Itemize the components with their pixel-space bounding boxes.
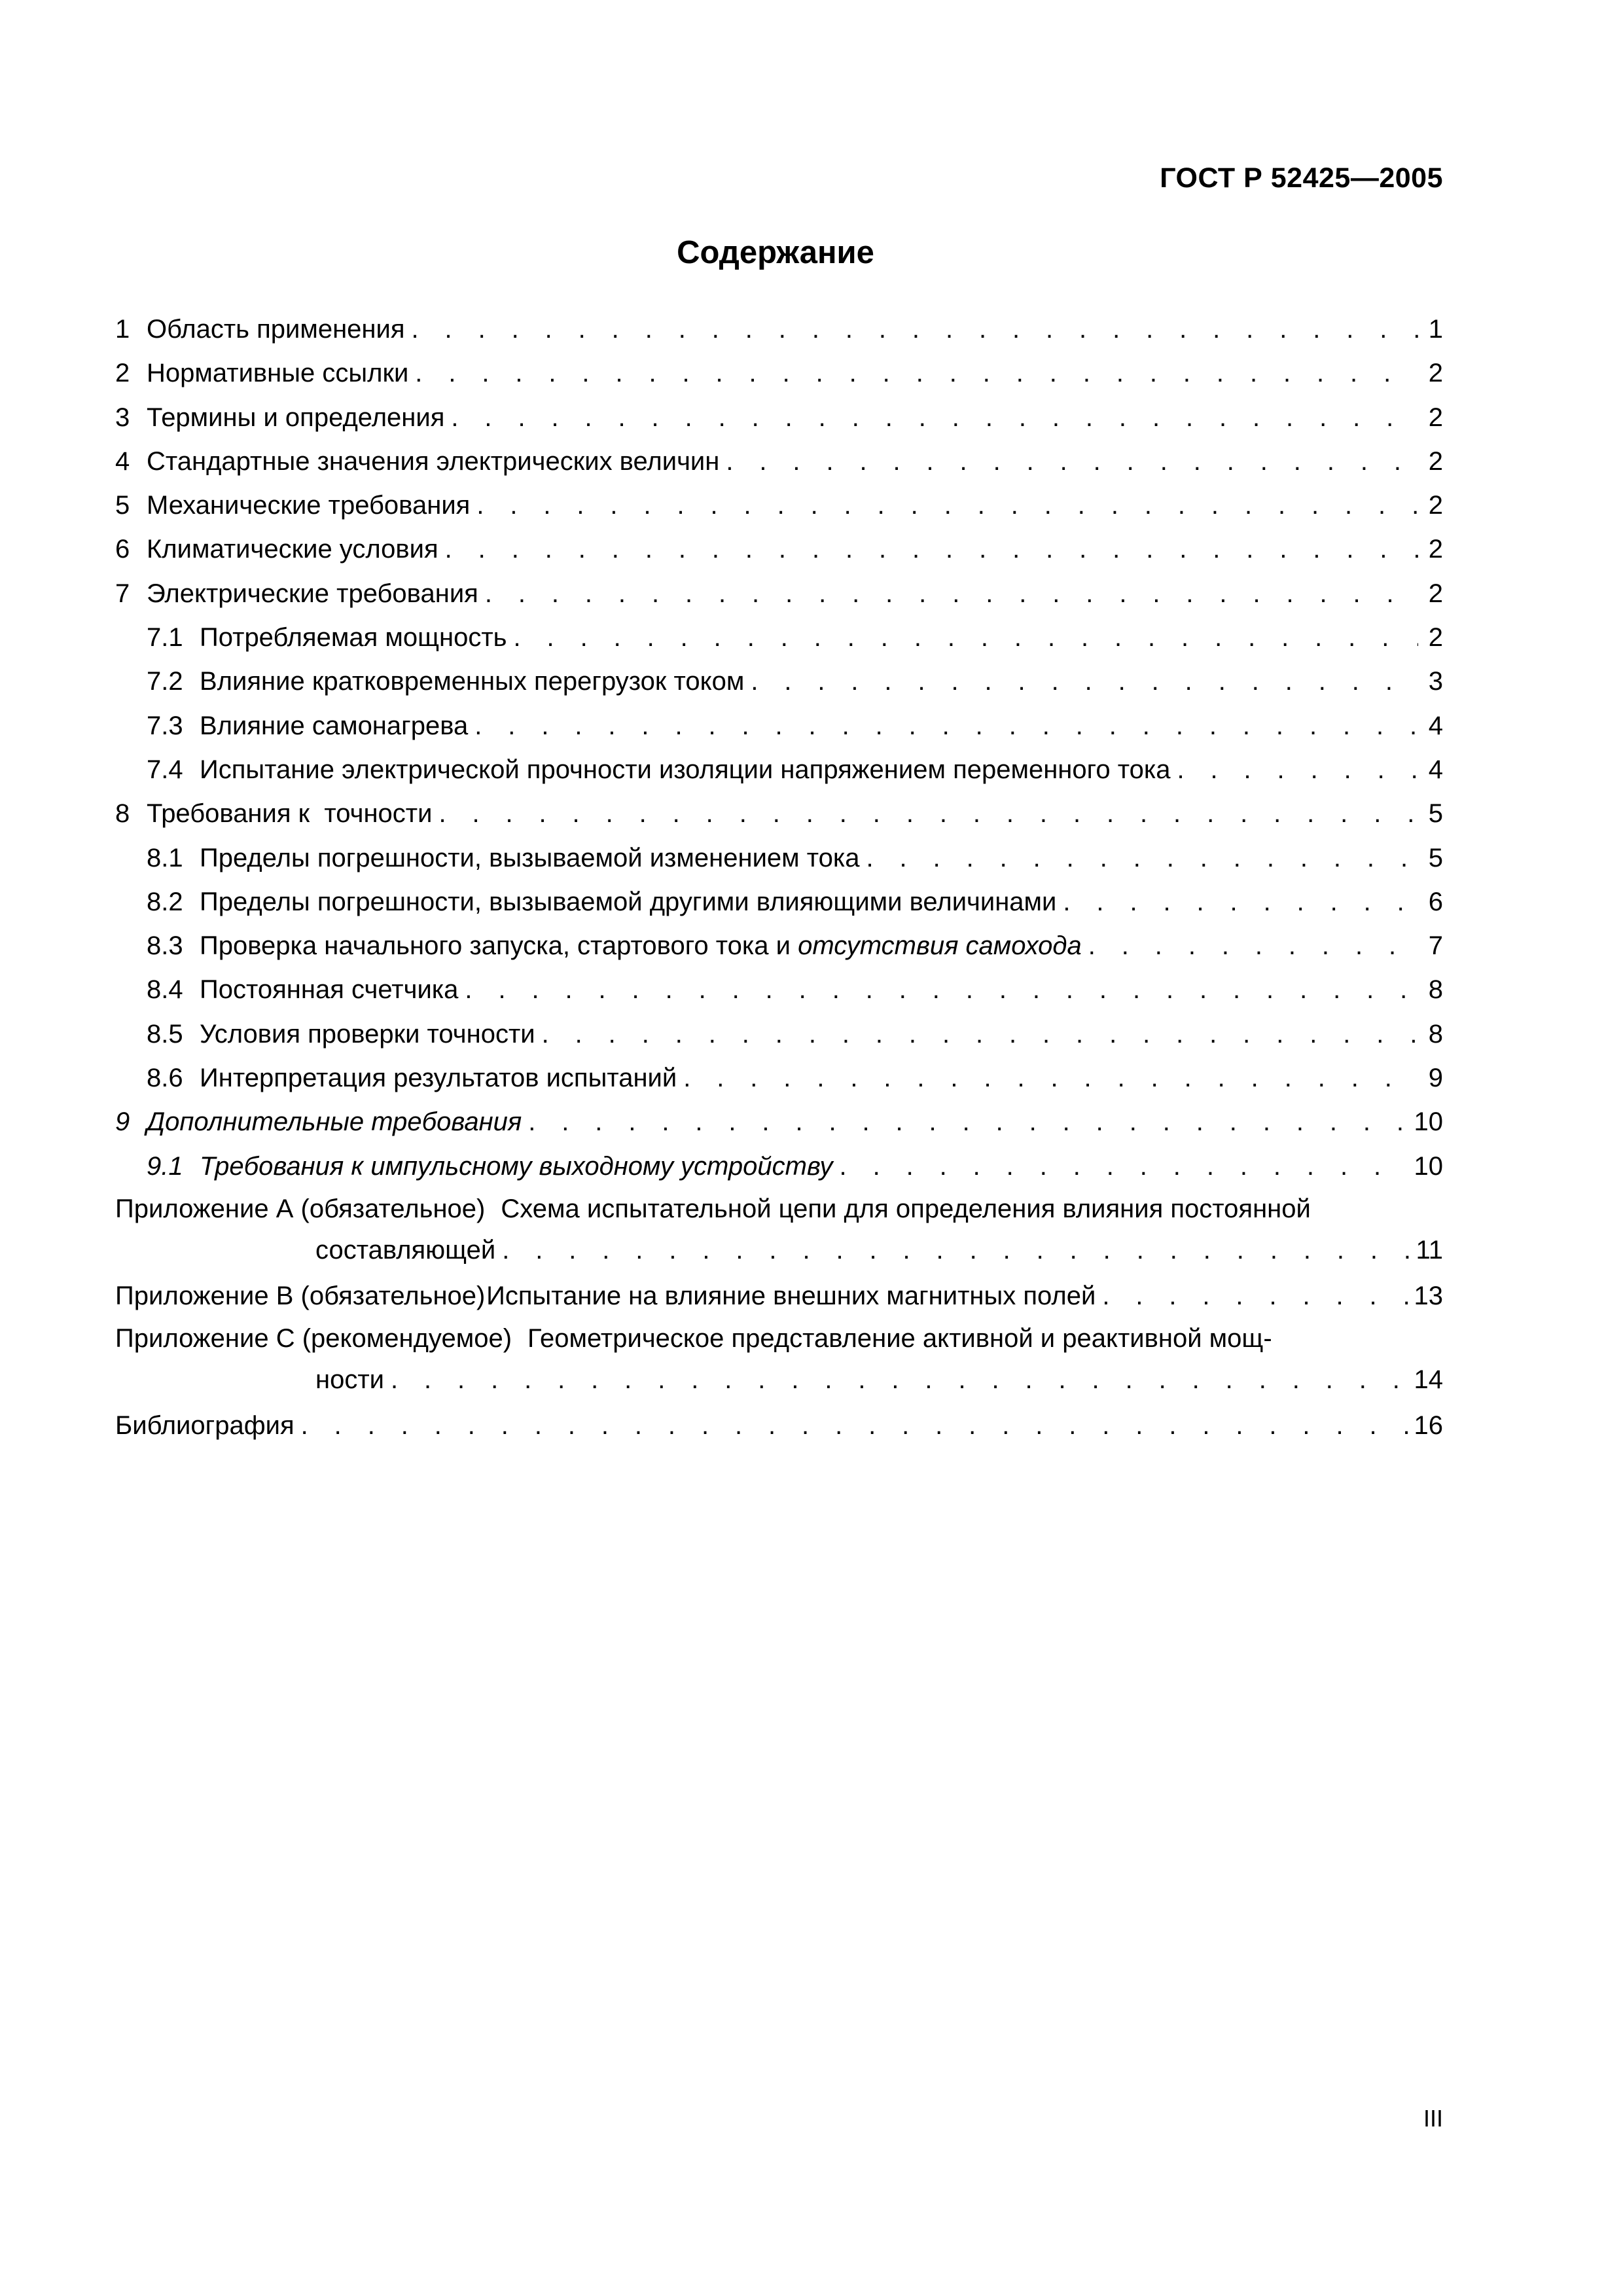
toc-item-label: Пределы погрешности, вызываемой изменением тока — [200, 843, 860, 872]
toc-item-8-3[interactable] — [115, 924, 1443, 968]
dot-leader — [542, 1013, 1418, 1056]
toc-item-page: 4 — [1428, 755, 1443, 784]
toc-item-label: Область применения — [147, 315, 405, 344]
dot-leader — [840, 1145, 1409, 1189]
document-code: ГОСТ Р 52425—2005 — [1160, 162, 1443, 194]
toc-item-number: 7 — [115, 579, 130, 608]
page-title: Содержание — [677, 235, 874, 270]
toc-item-page: 10 — [1414, 1107, 1443, 1137]
table-of-contents — [115, 308, 1443, 1448]
toc-appendix-b[interactable] — [115, 1274, 1443, 1318]
toc-item-number: 9 — [115, 1107, 130, 1137]
toc-item-7-4[interactable] — [115, 748, 1443, 792]
toc-item-label: Термины и определения — [147, 403, 445, 432]
toc-appendix-a[interactable] — [115, 1189, 1443, 1230]
toc-item-page: 2 — [1428, 579, 1443, 608]
toc-item-page: 3 — [1428, 667, 1443, 696]
toc-item-label-italic: отсутствия самохода — [798, 931, 1082, 961]
toc-item-page: 2 — [1428, 403, 1443, 432]
dot-leader — [474, 704, 1418, 748]
dot-leader — [866, 836, 1418, 880]
dot-leader — [438, 792, 1418, 836]
dot-leader — [391, 1359, 1409, 1400]
toc-item-8-1[interactable] — [115, 836, 1443, 880]
appendix-title-cont: ности — [315, 1365, 384, 1395]
toc-item-number: 8.2 — [147, 887, 183, 916]
toc-item-label: Пределы погрешности, вызываемой другими влияющими величинами — [200, 887, 1057, 916]
toc-item-number: 8.1 — [147, 843, 183, 872]
toc-item-number: 7.3 — [147, 711, 183, 740]
toc-item-page: 5 — [1428, 799, 1443, 829]
toc-item-number: 5 — [115, 491, 130, 520]
toc-item-7-2[interactable] — [115, 660, 1443, 704]
toc-item-9-1[interactable] — [115, 1145, 1443, 1189]
toc-item-number: 8.3 — [147, 931, 183, 961]
appendix-lead: Приложение С (рекомендуемое) — [115, 1324, 512, 1354]
toc-item-page: 13 — [1414, 1281, 1443, 1310]
dot-leader — [1102, 1274, 1408, 1318]
dot-leader — [465, 968, 1418, 1012]
dot-leader — [1063, 880, 1418, 924]
appendix-title: Схема испытательной цепи для определения влияния постоянной — [501, 1194, 1311, 1223]
toc-item-page: 16 — [1414, 1411, 1443, 1441]
toc-item-page: 2 — [1428, 535, 1443, 564]
toc-item-label: Библиография — [115, 1411, 294, 1441]
toc-item-label: Условия проверки точности — [200, 1019, 535, 1049]
toc-bibliography[interactable] — [115, 1404, 1443, 1448]
toc-item-label: Дополнительные требования — [147, 1107, 522, 1137]
toc-item-page: 8 — [1428, 975, 1443, 1005]
toc-item-number: 1 — [115, 315, 130, 344]
toc-item-page: 9 — [1428, 1064, 1443, 1093]
toc-item-3[interactable] — [115, 396, 1443, 440]
page-number: III — [1423, 2105, 1443, 2132]
dot-leader — [451, 396, 1418, 440]
toc-item-4[interactable] — [115, 440, 1443, 484]
toc-item-label: Влияние кратковременных перегрузок током — [200, 667, 745, 696]
toc-item-number: 8 — [115, 799, 130, 829]
dot-leader — [514, 616, 1418, 660]
toc-item-label: Потребляемая мощность — [200, 623, 507, 653]
toc-item-8-2[interactable] — [115, 880, 1443, 924]
toc-item-page: 1 — [1428, 315, 1443, 344]
toc-item-page: 10 — [1414, 1151, 1443, 1181]
dot-leader — [412, 308, 1418, 351]
appendix-lead: Приложение В (обязательное) — [115, 1281, 486, 1310]
dot-leader — [1088, 924, 1418, 968]
toc-item-page: 7 — [1428, 931, 1443, 961]
toc-item-page: 2 — [1428, 491, 1443, 520]
toc-item-number: 3 — [115, 403, 130, 432]
toc-item-page: 2 — [1428, 359, 1443, 388]
toc-item-7[interactable] — [115, 572, 1443, 616]
dot-leader — [528, 1100, 1408, 1144]
toc-item-8-5[interactable] — [115, 1013, 1443, 1056]
toc-item-7-1[interactable] — [115, 616, 1443, 660]
toc-item-label: Климатические условия — [147, 535, 438, 564]
toc-item-label: Испытание электрической прочности изоляции напряжением переменного тока — [200, 755, 1171, 784]
toc-item-8-6[interactable] — [115, 1056, 1443, 1100]
toc-item-8-4[interactable] — [115, 968, 1443, 1012]
toc-item-label: Требования к точности — [147, 799, 433, 829]
toc-item-number: 2 — [115, 359, 130, 388]
toc-item-number: 7.1 — [147, 623, 183, 653]
toc-item-number: 6 — [115, 535, 130, 564]
dot-leader — [301, 1404, 1409, 1448]
appendix-lead: Приложение А (обязательное) — [115, 1194, 486, 1223]
toc-item-number: 8.4 — [147, 975, 183, 1005]
dot-leader — [726, 440, 1418, 484]
toc-item-page: 2 — [1428, 623, 1443, 653]
toc-item-label: Нормативные ссылки — [147, 359, 409, 388]
toc-appendix-a-cont[interactable] — [115, 1230, 1443, 1274]
toc-item-7-3[interactable] — [115, 704, 1443, 748]
toc-item-number: 7.4 — [147, 755, 183, 784]
toc-item-page: 5 — [1428, 843, 1443, 872]
dot-leader — [415, 351, 1418, 395]
toc-item-label: Постоянная счетчика — [200, 975, 459, 1005]
toc-item-label: Интерпретация результатов испытаний — [200, 1064, 677, 1093]
dot-leader — [683, 1056, 1418, 1100]
appendix-title: Геометрическое представление активной и реактивной мощ- — [527, 1324, 1272, 1354]
toc-item-page: 14 — [1414, 1365, 1443, 1395]
toc-item-2[interactable] — [115, 351, 1443, 395]
dot-leader — [445, 528, 1418, 571]
dot-leader — [502, 1230, 1410, 1270]
toc-item-number: 9.1 — [147, 1151, 183, 1181]
dot-leader — [751, 660, 1418, 704]
dot-leader — [485, 572, 1418, 616]
toc-item-label: Стандартные значения электрических величин — [147, 446, 720, 476]
toc-item-page: 11 — [1416, 1235, 1443, 1265]
toc-item-label: Требования к импульсному выходному устройству — [200, 1151, 833, 1181]
toc-item-label: Механические требования — [147, 491, 471, 520]
dot-leader — [1177, 748, 1418, 792]
toc-item-8[interactable] — [115, 792, 1443, 836]
toc-item-page: 8 — [1428, 1019, 1443, 1049]
toc-item-label: Проверка начального запуска, стартового тока и — [200, 931, 798, 961]
appendix-title-cont: составляющей — [315, 1235, 496, 1265]
toc-item-number: 4 — [115, 446, 130, 476]
toc-item-number: 7.2 — [147, 667, 183, 696]
toc-item-number: 8.5 — [147, 1019, 183, 1049]
toc-item-1[interactable] — [115, 308, 1443, 351]
toc-item-label: Электрические требования — [147, 579, 478, 608]
toc-item-5[interactable] — [115, 484, 1443, 528]
toc-item-page: 4 — [1428, 711, 1443, 740]
toc-item-label: Влияние самонагрева — [200, 711, 469, 740]
toc-item-9[interactable] — [115, 1100, 1443, 1144]
appendix-title: Испытание на влияние внешних магнитных полей — [486, 1281, 1096, 1310]
toc-item-number: 8.6 — [147, 1064, 183, 1093]
toc-item-6[interactable] — [115, 528, 1443, 571]
toc-appendix-c-cont[interactable] — [115, 1359, 1443, 1404]
toc-item-page: 2 — [1428, 446, 1443, 476]
toc-item-page: 6 — [1428, 887, 1443, 916]
dot-leader — [476, 484, 1418, 528]
toc-appendix-c[interactable] — [115, 1318, 1443, 1359]
